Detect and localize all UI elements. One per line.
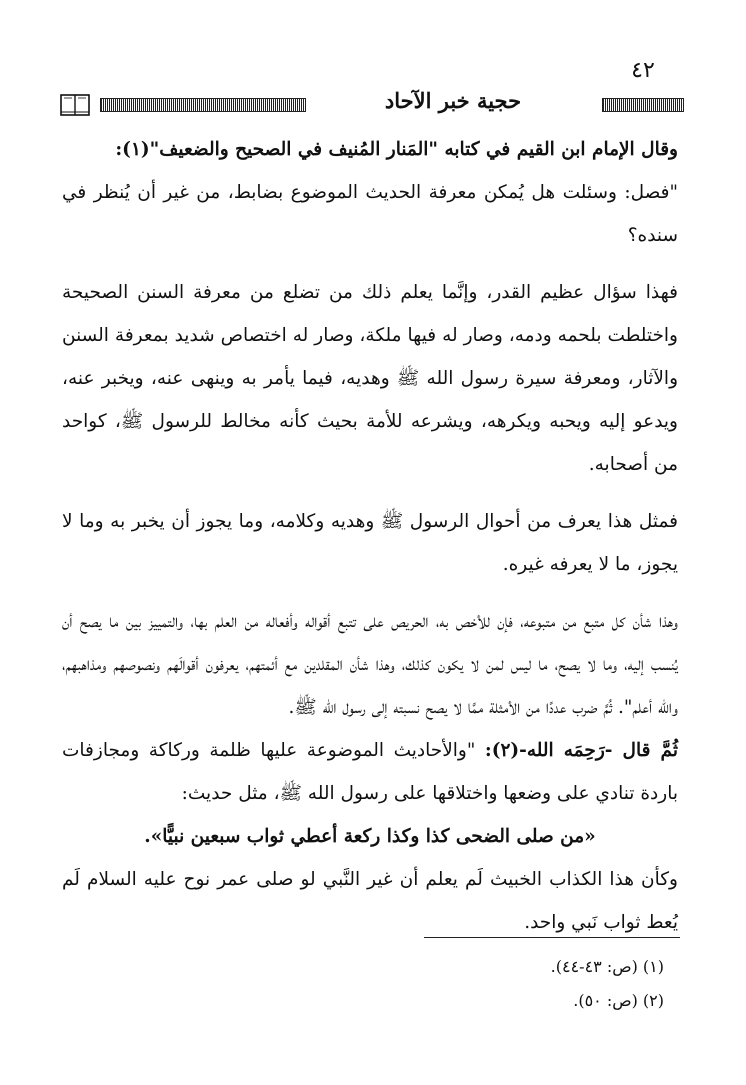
intro-heading: وقال الإمام ابن القيم في كتابه "المَنار المُنيف في الصحيح والضعيف"(١): <box>115 139 678 160</box>
footnote-2: (٢) (ص: ٥٠). <box>573 991 664 1010</box>
running-header <box>60 88 682 118</box>
header-ornament-left <box>100 98 306 112</box>
citation-heading: ثُمَّ قال -رَحِمَه الله-(٢): <box>484 740 678 761</box>
header-title: حجية خبر الآحاد <box>384 88 522 113</box>
paragraph-answer: فهذا سؤال عظيم القدر، وإنَّما يعلم ذلك من تضلع من معرفة السنن الصحيحة واختلطت بلحمه ودمه، وصار له فيها ملكة، وصار له اختصاص شديد بمعرفة السنن والآثار، ومعرفة سيرة رسول الله ﷺ وهديه، فيما يأمر به وينهى عنه، ويخبر عنه، ويدعو إليه ويحبه ويكرهه، ويشرعه للأمة بحيث كأنه مخالط للرسول ﷺ، كواحد من أصحابه. <box>62 282 678 475</box>
footnote-divider <box>424 937 680 938</box>
body-text <box>62 128 678 944</box>
footnotes <box>62 950 678 1018</box>
paragraph-fabricated <box>62 729 678 815</box>
paragraph-followers: وهذا شأن كل متبع من متبوعه، فإن للأخص به، الحريص على تتبع أقواله وأفعاله من العلم بها، والتمييز بين ما يصح أن يُنسب إليه، وما لا يصح، ما ليس لمن لا يكون كذلك، وهذا شأن المقلدين مع أئمتهم، يعرفون أقوالَهم ونصوصهم ومذاهبهم، والله أعلم". ثُمَّ ضرب عددًا من الأمثلة ممَّا لا يصح نسبته إلى رسول الله ﷺ. <box>62 611 678 718</box>
header-ornament-right <box>602 98 684 112</box>
paragraph-conclusion: وكأن هذا الكذاب الخبيث لَم يعلم أن غير النَّبي لو صلى عمر نوح عليه السلام لَم يُعط ثواب نَبي واحد. <box>62 869 678 933</box>
book-icon <box>60 94 90 116</box>
hadith-quote: «من صلى الضحى كذا وكذا ركعة أعطي ثواب سبعين نبيًّا». <box>144 826 596 847</box>
intro-question: "فصل: وسئلت هل يُمكن معرفة الحديث الموضوع بضابط، من غير أن يُنظر في سنده؟ <box>62 182 678 246</box>
paragraph-knowledge: فمثل هذا يعرف من أحوال الرسول ﷺ وهديه وكلامه، وما يجوز أن يخبر به وما لا يجوز، ما لا يعرفه غيره. <box>62 511 678 575</box>
fabricated-description: "والأحاديث الموضوعة عليها ظلمة وركاكة ومجازفات باردة تنادي على وضعها واختلاقها على رسول الله ﷺ، مثل حديث: <box>62 740 678 804</box>
paragraph-intro <box>62 128 678 257</box>
page-number: ٤٢ <box>631 58 655 83</box>
footnote-1: (١) (ص: ٤٣-٤٤). <box>550 957 664 976</box>
